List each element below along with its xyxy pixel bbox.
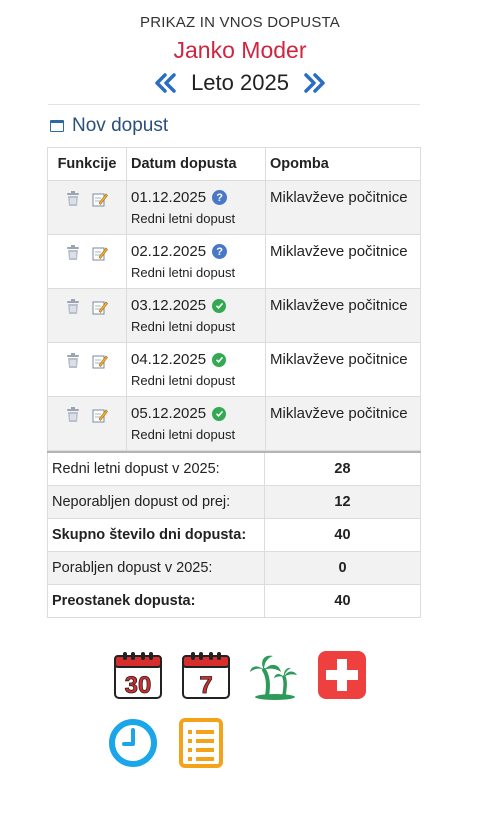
column-header-note: Opomba	[266, 148, 421, 181]
summary-label: Neporabljen dopust od prej:	[48, 485, 265, 518]
employee-name: Janko Moder	[173, 37, 307, 63]
row-date: 04.12.2025	[131, 351, 207, 368]
list-icon[interactable]	[176, 718, 226, 768]
row-functions	[48, 289, 127, 343]
trash-icon[interactable]	[66, 353, 80, 372]
row-date: 02.12.2025	[131, 243, 207, 260]
row-leave-type: Redni letni dopust	[131, 265, 236, 280]
summary-row	[48, 518, 421, 551]
year-navigation	[0, 70, 480, 96]
summary-value: 40	[265, 584, 421, 617]
table-row	[48, 343, 421, 397]
page-subtitle: PRIKAZ IN VNOS DOPUSTA	[140, 14, 340, 31]
summary-value: 28	[265, 452, 421, 485]
summary-label: Porabljen dopust v 2025:	[48, 551, 265, 584]
summary-table	[47, 451, 421, 618]
trash-icon[interactable]	[66, 407, 80, 426]
summary-value: 40	[265, 518, 421, 551]
month-calendar-icon[interactable]	[113, 650, 163, 700]
row-functions	[48, 343, 127, 397]
row-leave-type: Redni letni dopust	[131, 319, 236, 334]
divider	[48, 104, 420, 105]
row-note: Miklavževe počitnice	[266, 289, 421, 343]
column-header-date: Datum dopusta	[127, 148, 266, 181]
summary-row	[48, 551, 421, 584]
trash-icon[interactable]	[66, 245, 80, 264]
row-leave-type: Redni letni dopust	[131, 211, 236, 226]
check-icon	[212, 353, 226, 367]
table-row	[48, 181, 421, 235]
edit-icon[interactable]	[92, 299, 108, 318]
table-header-row	[48, 148, 421, 181]
row-note: Miklavževe počitnice	[266, 181, 421, 235]
leave-table	[47, 147, 421, 451]
row-date-cell	[127, 397, 266, 451]
row-date-cell	[127, 289, 266, 343]
edit-icon[interactable]	[92, 353, 108, 372]
row-functions	[48, 235, 127, 289]
column-header-functions: Funkcije	[48, 148, 127, 181]
summary-value: 0	[265, 551, 421, 584]
summary-row	[48, 452, 421, 485]
month-calendar-number: 30	[124, 672, 152, 699]
row-date-cell	[127, 181, 266, 235]
palm-tree-icon[interactable]	[249, 650, 299, 700]
summary-label: Preostanek dopusta:	[48, 584, 265, 617]
row-leave-type: Redni letni dopust	[131, 427, 236, 442]
summary-row	[48, 485, 421, 518]
clock-icon[interactable]	[108, 718, 158, 768]
next-year-icon[interactable]	[301, 72, 327, 94]
new-leave-label: Nov dopust	[72, 115, 169, 136]
question-icon: ?	[212, 244, 227, 259]
check-icon	[212, 299, 226, 313]
question-icon: ?	[212, 190, 227, 205]
row-functions	[48, 397, 127, 451]
year-label: Leto 2025	[191, 70, 289, 95]
row-functions	[48, 181, 127, 235]
row-date: 05.12.2025	[131, 405, 207, 422]
edit-icon[interactable]	[92, 245, 108, 264]
row-date: 03.12.2025	[131, 297, 207, 314]
edit-icon[interactable]	[92, 191, 108, 210]
table-row	[48, 397, 421, 451]
table-row	[48, 289, 421, 343]
trash-icon[interactable]	[66, 191, 80, 210]
table-row	[48, 235, 421, 289]
summary-value: 12	[265, 485, 421, 518]
row-date-cell	[127, 235, 266, 289]
previous-year-icon[interactable]	[153, 72, 179, 94]
week-calendar-icon[interactable]	[181, 650, 231, 700]
row-note: Miklavževe počitnice	[266, 235, 421, 289]
week-calendar-number: 7	[199, 672, 213, 699]
summary-label: Skupno število dni dopusta:	[48, 518, 265, 551]
check-icon	[212, 407, 226, 421]
new-leave-link[interactable]	[50, 115, 480, 137]
page-header	[0, 14, 480, 96]
row-note: Miklavževe počitnice	[266, 397, 421, 451]
action-icons	[0, 650, 480, 768]
summary-row	[48, 584, 421, 617]
edit-icon[interactable]	[92, 407, 108, 426]
row-date: 01.12.2025	[131, 189, 207, 206]
summary-label: Redni letni dopust v 2025:	[48, 452, 265, 485]
trash-icon[interactable]	[66, 299, 80, 318]
window-icon	[50, 120, 64, 132]
row-note: Miklavževe počitnice	[266, 343, 421, 397]
row-date-cell	[127, 343, 266, 397]
medical-cross-icon[interactable]	[317, 650, 367, 700]
row-leave-type: Redni letni dopust	[131, 373, 236, 388]
